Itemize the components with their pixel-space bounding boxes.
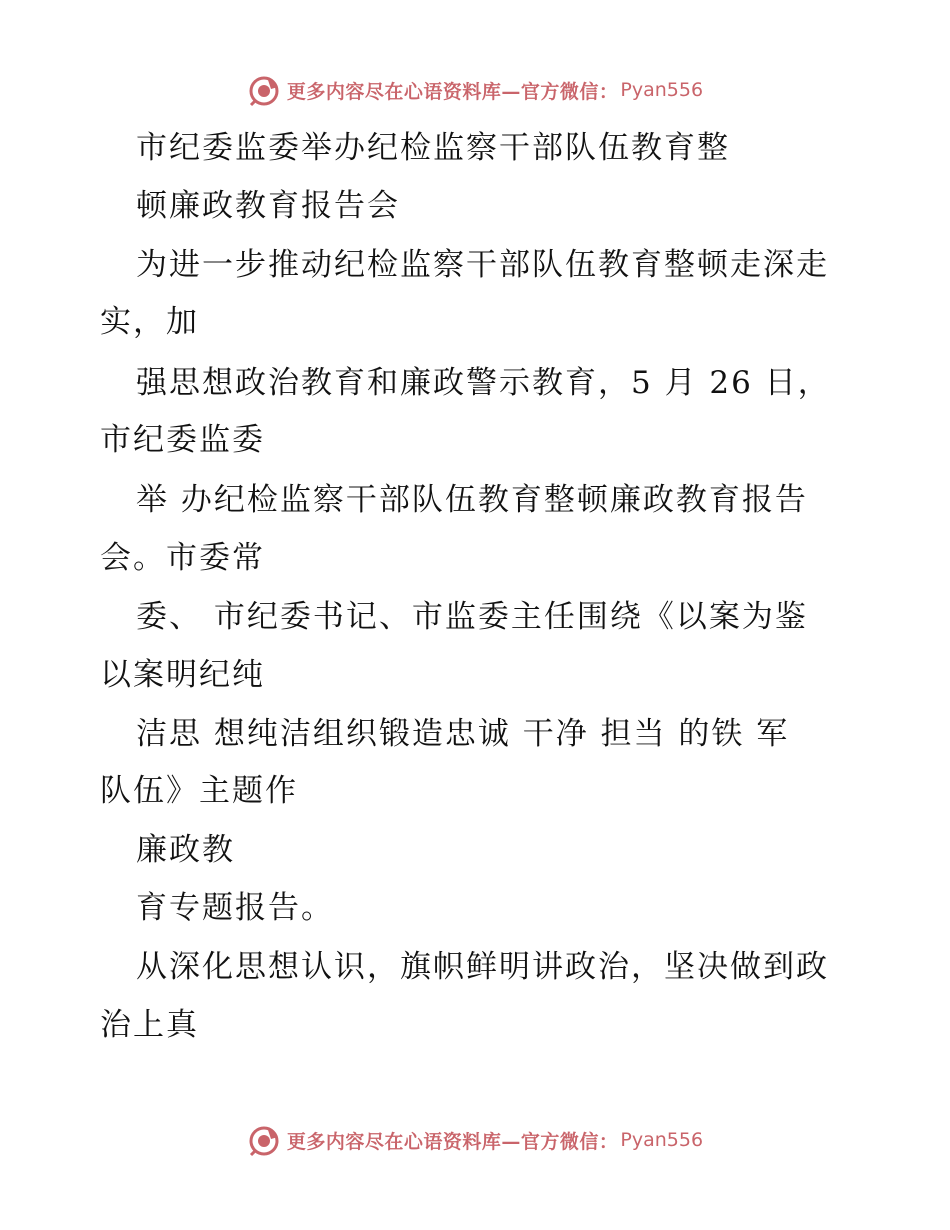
doc-text-line: 实，加	[100, 304, 199, 340]
banner-wechat-id: Pyan556	[620, 79, 704, 101]
doc-text-line: 洁思 想纯洁组织锻造忠诚 干净 担当 的铁 军	[136, 716, 790, 752]
doc-text-line: 强思想政治教育和廉政警示教育，5 月 26 日，	[136, 365, 831, 401]
doc-text-line: 会。市委常	[100, 540, 265, 576]
pen-logo-icon	[247, 1123, 281, 1157]
doc-text-line: 从深化思想认识，旗帜鲜明讲政治，坚决做到政	[136, 949, 829, 985]
banner-wechat-id: Pyan556	[620, 1129, 704, 1151]
footer-banner	[0, 1120, 950, 1160]
doc-text-line: 治上真	[100, 1007, 199, 1043]
doc-text-line: 育专题报告。	[136, 890, 334, 926]
banner-text: 更多内容尽在心语资料库—官方微信：	[286, 1130, 619, 1153]
doc-text-line: 为进一步推动纪检监察干部队伍教育整顿走深走	[136, 247, 829, 283]
doc-title-line: 顿廉政教育报告会	[136, 188, 400, 224]
doc-text-line: 委、 市纪委书记、市监委主任围绕《以案为鉴	[136, 599, 808, 635]
doc-text-line: 队伍》主题作	[100, 773, 298, 809]
doc-text-line: 廉政教	[136, 832, 235, 868]
banner-text: 更多内容尽在心语资料库—官方微信：	[286, 80, 619, 103]
doc-text-line: 以案明纪纯	[100, 657, 265, 693]
doc-text-line: 市纪委监委	[100, 422, 265, 458]
doc-title-line: 市纪委监委举办纪检监察干部队伍教育整	[136, 130, 730, 166]
doc-text-line: 举 办纪检监察干部队伍教育整顿廉政教育报告	[136, 482, 808, 518]
